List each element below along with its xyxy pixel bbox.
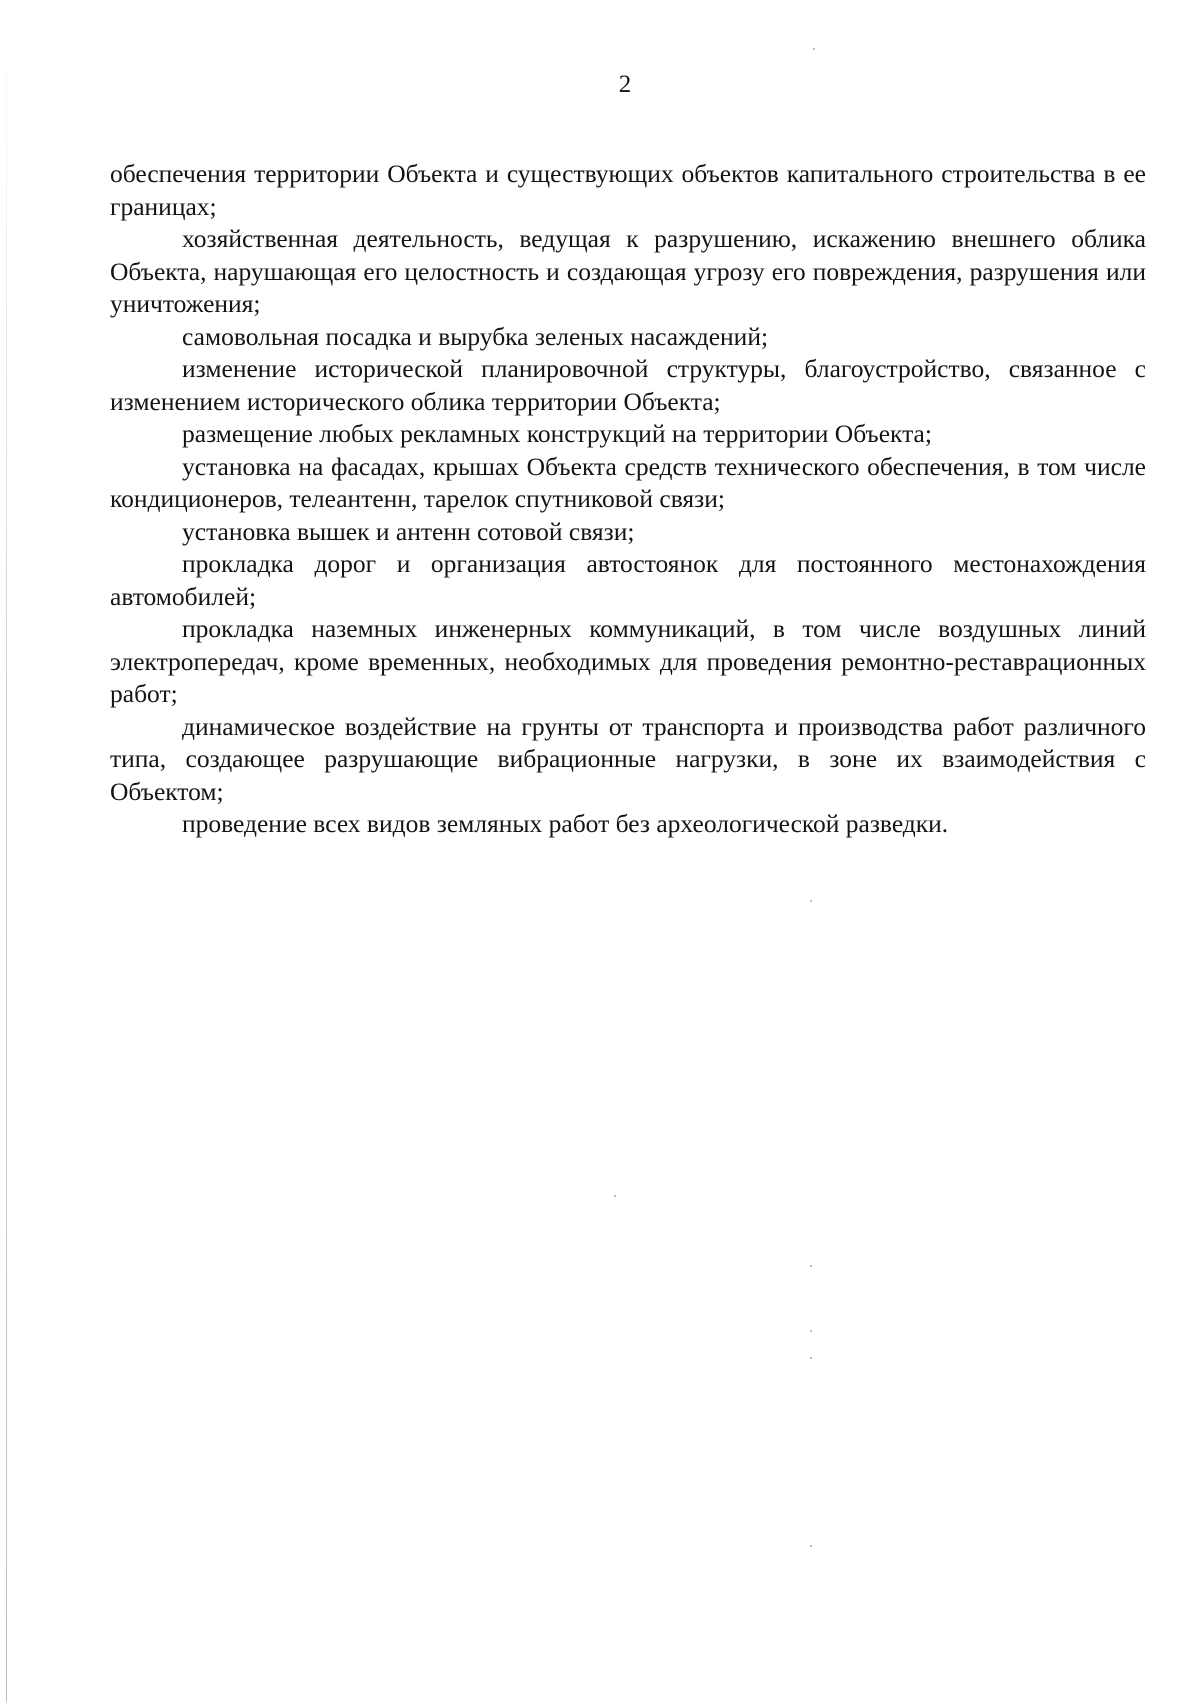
paragraph-continuation: обеспечения территории Объекта и существующих объектов капитального строительства в ее границах;	[110, 159, 1146, 221]
page-number: 2	[618, 71, 632, 98]
scan-speck	[810, 1330, 812, 1332]
scan-edge-shadow	[6, 0, 7, 1702]
list-item: динамическое воздействие на грунты от транспорта и производства работ различного типа, создающее разрушающие вибрационные нагрузки, в зоне их взаимодействия с Объектом;	[110, 711, 1146, 806]
scan-speck	[810, 1265, 812, 1267]
list-item: прокладка наземных инженерных коммуникаций, в том числе воздушных линий электропередач, кроме временных, необходимых для проведения ремонтно-реставрационных работ;	[110, 614, 1146, 708]
scan-speck	[810, 900, 812, 902]
list-item: самовольная посадка и вырубка зеленых насаждений;	[182, 321, 769, 351]
scan-speck	[810, 1357, 812, 1359]
list-item: изменение исторической планировочной структуры, благоустройство, связанное с изменением исторического облика территории Объекта;	[110, 354, 1146, 416]
document-body	[110, 158, 1146, 841]
scan-speck	[614, 1195, 616, 1197]
list-item: размещение любых рекламных конструкций на территории Объекта;	[182, 419, 932, 448]
scan-speck	[813, 48, 815, 50]
list-item: установка на фасадах, крышах Объекта средств технического обеспечения, в том числе кондиционеров, телеантенн, тарелок спутниковой связи;	[110, 451, 1146, 513]
list-item: прокладка дорог и организация автостоянок для постоянного местонахождения автомобилей;	[110, 549, 1146, 611]
scan-speck	[810, 1545, 812, 1547]
list-item: хозяйственная деятельность, ведущая к разрушению, искажению внешнего облика Объекта, нарушающая его целостность и создающая угрозу его повреждения, разрушения или уничтожения;	[110, 224, 1146, 318]
list-item: проведение всех видов земляных работ без археологической разведки.	[182, 809, 949, 838]
list-item: установка вышек и антенн сотовой связи;	[182, 516, 635, 546]
